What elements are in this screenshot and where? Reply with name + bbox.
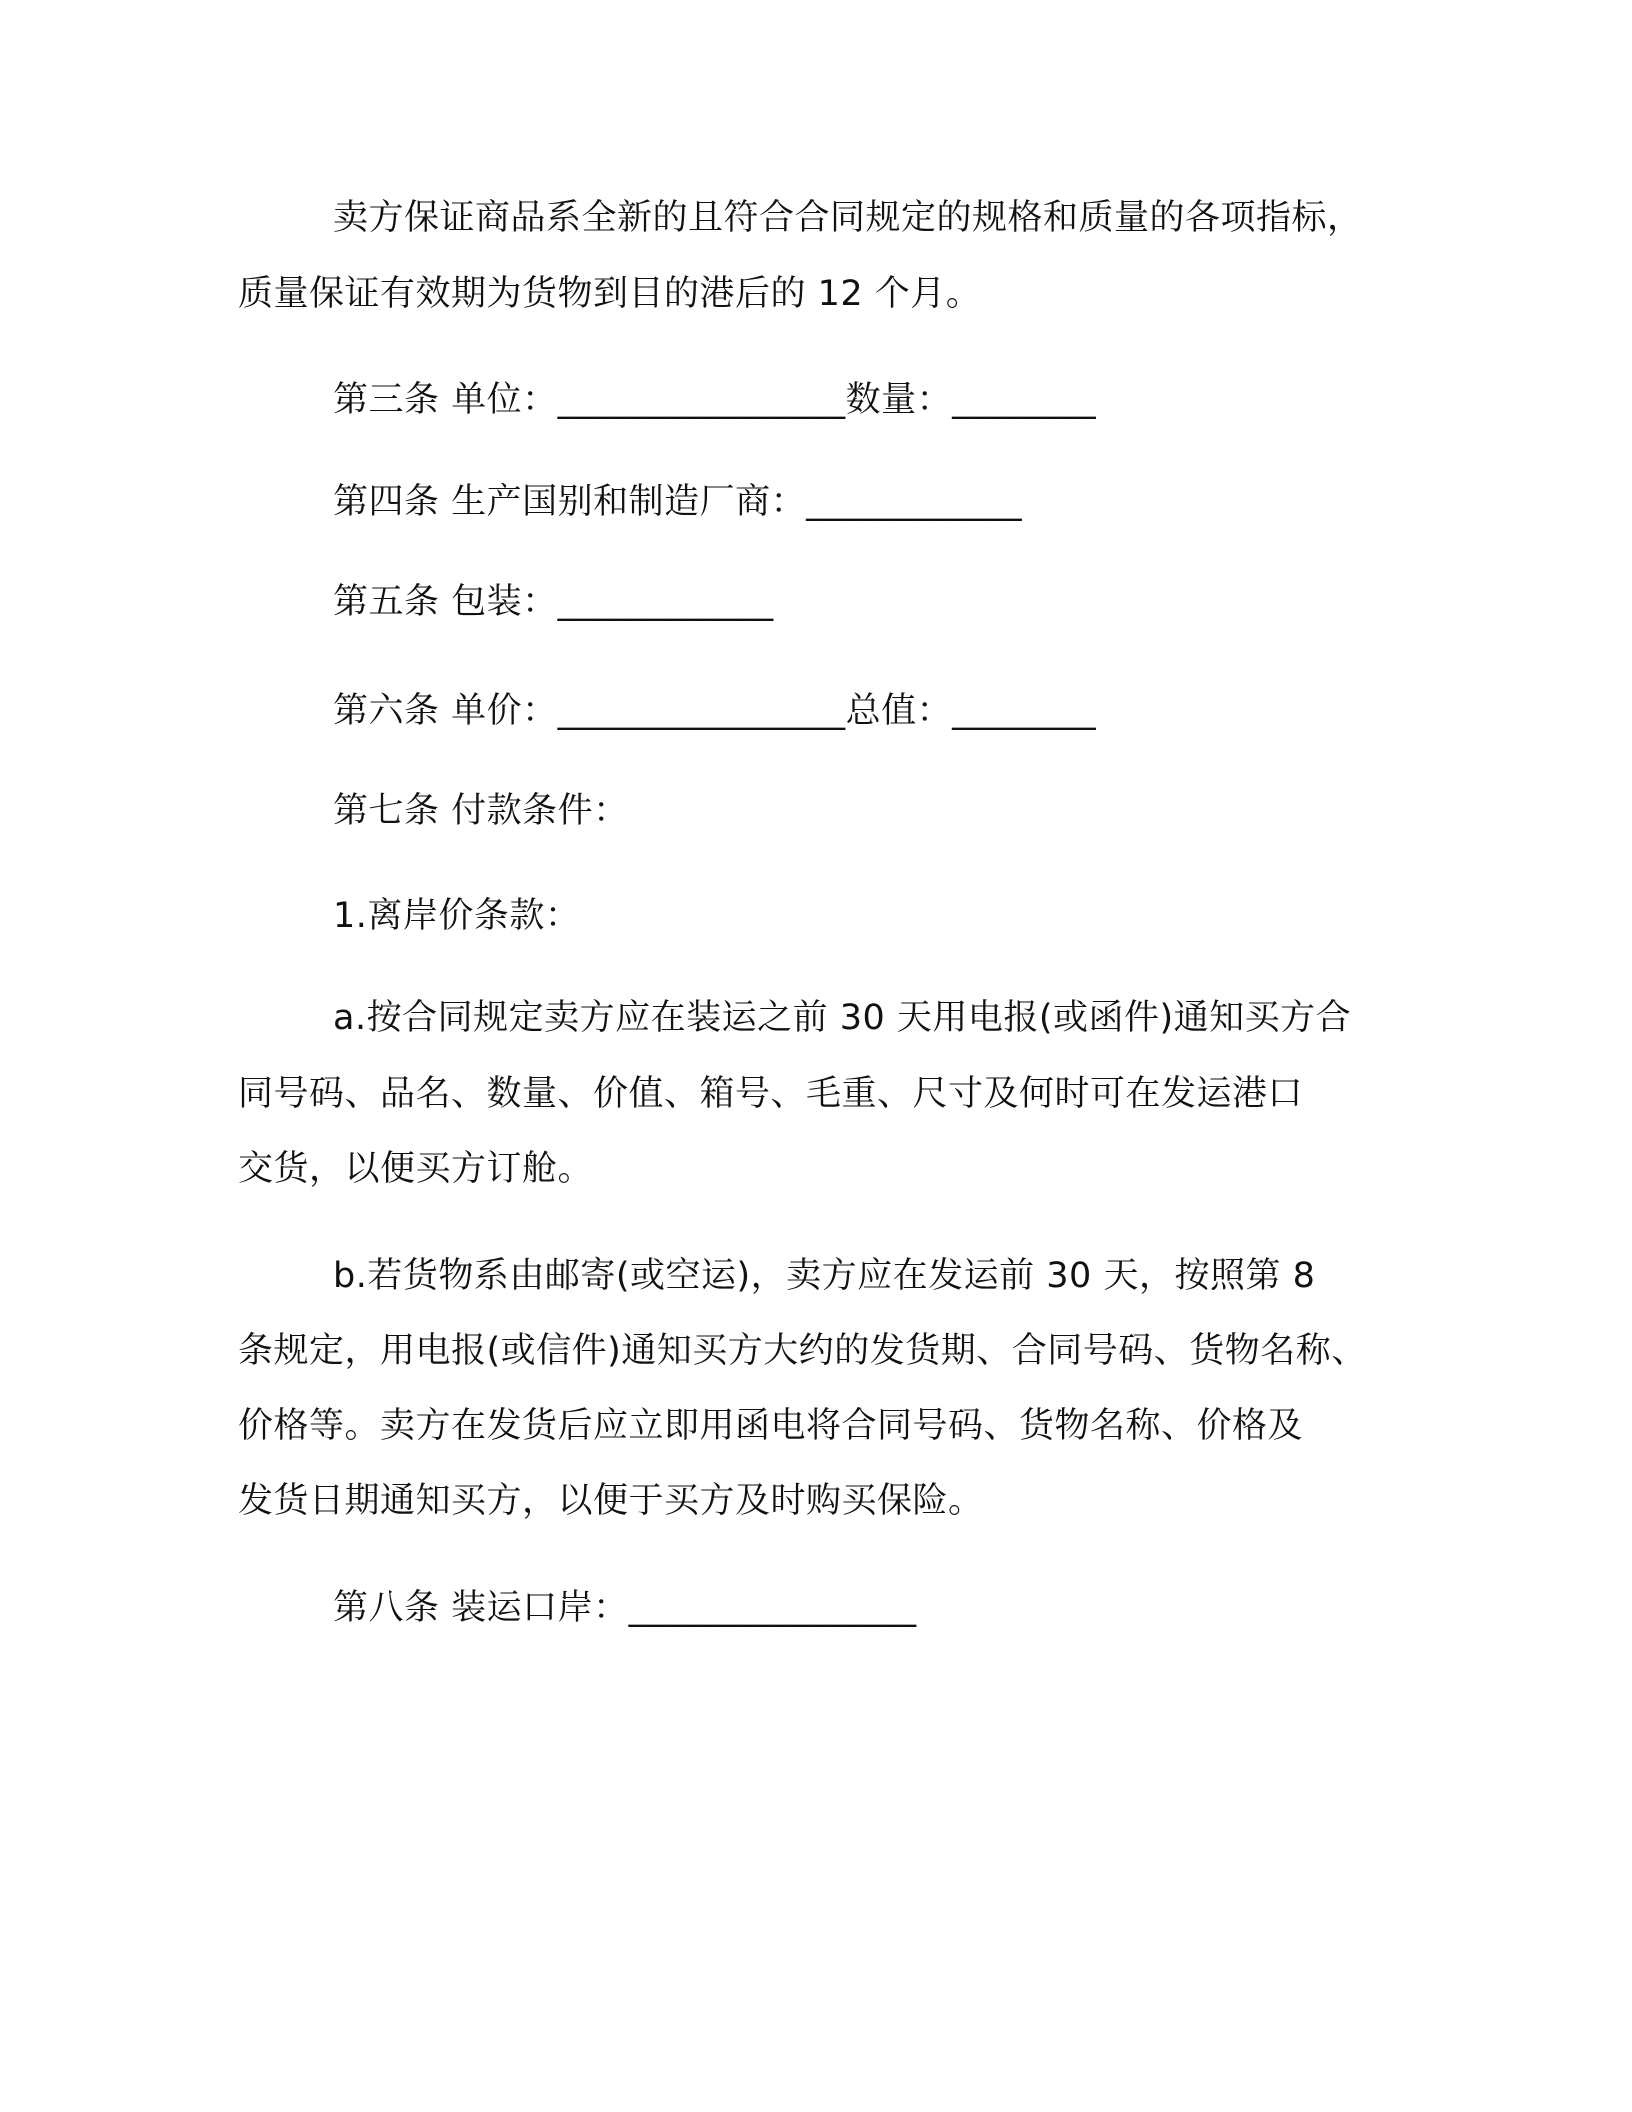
- article-7-payment-terms: 第七条 付款条件：: [333, 791, 629, 831]
- clause-a-line-3: 交货，以便买方订舱。: [238, 1149, 594, 1189]
- paragraph-quality-guarantee-line-2: 质量保证有效期为货物到目的港后的 12 个月。: [238, 274, 982, 314]
- article-3-unit-quantity: 第三条 单位：________________数量：________: [333, 380, 1097, 420]
- article-5-packing: 第五条 包装：____________: [333, 582, 774, 622]
- paragraph-quality-guarantee-line-1: 卖方保证商品系全新的且符合合同规定的规格和质量的各项指标，: [333, 198, 1363, 238]
- clause-b-line-1: b.若货物系由邮寄(或空运)，卖方应在发运前 30 天，按照第 8: [333, 1256, 1316, 1296]
- clause-b-line-4: 发货日期通知买方，以便于买方及时购买保险。: [238, 1481, 984, 1521]
- clause-a-line-1: a.按合同规定卖方应在装运之前 30 天用电报(或函件)通知买方合: [333, 998, 1352, 1038]
- article-4-origin-manufacturer: 第四条 生产国别和制造厂商：____________: [333, 482, 1023, 522]
- clause-1-fob-terms: 1.离岸价条款：: [333, 896, 581, 936]
- article-8-loading-port: 第八条 装运口岸：________________: [333, 1588, 917, 1628]
- clause-a-line-2: 同号码、品名、数量、价值、箱号、毛重、尺寸及何时可在发运港口: [238, 1074, 1304, 1114]
- article-6-unit-price-total: 第六条 单价：________________总值：________: [333, 691, 1097, 731]
- clause-b-line-2: 条规定，用电报(或信件)通知买方大约的发货期、合同号码、货物名称、: [238, 1331, 1367, 1371]
- clause-b-line-3: 价格等。卖方在发货后应立即用函电将合同号码、货物名称、价格及: [238, 1406, 1304, 1446]
